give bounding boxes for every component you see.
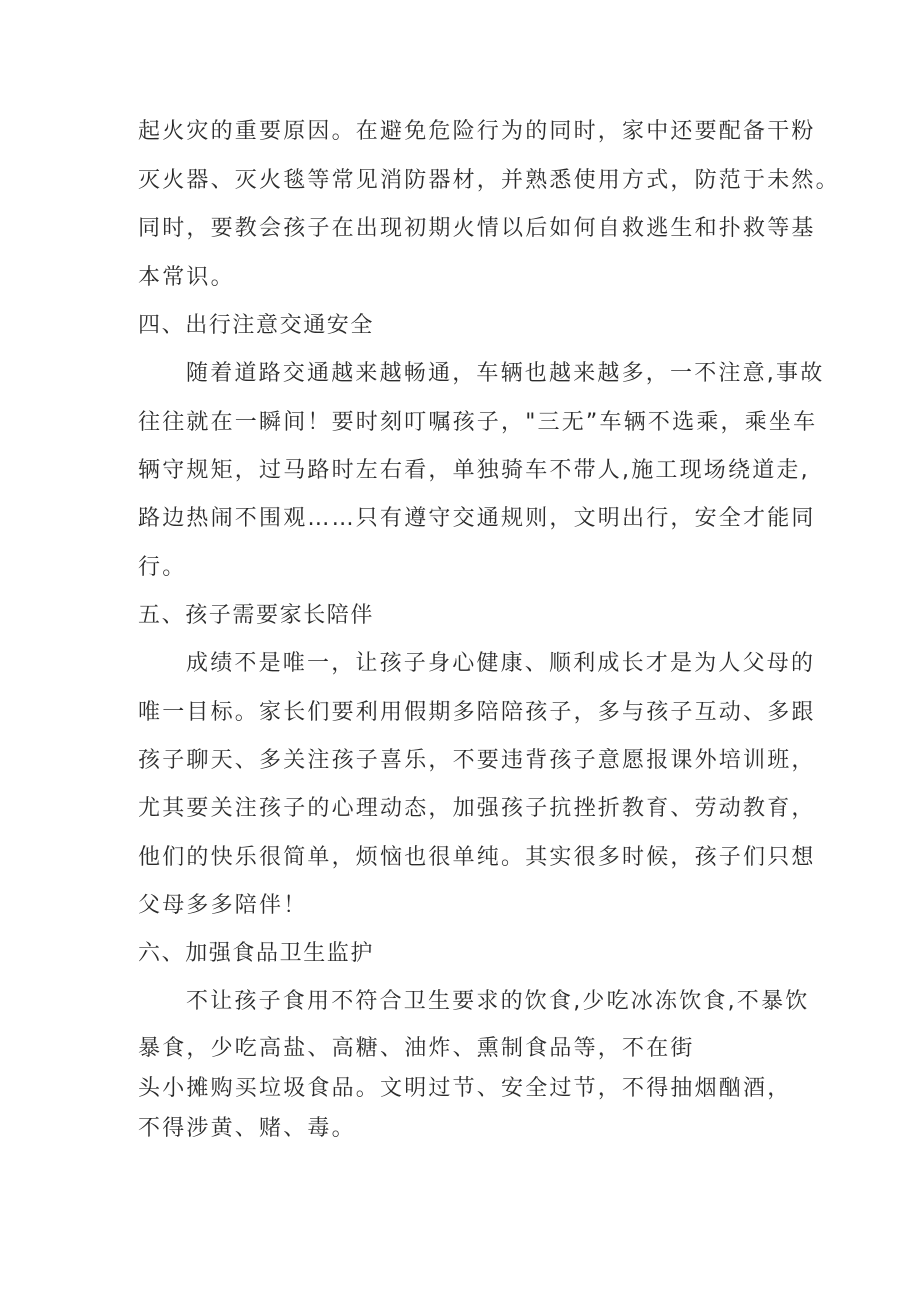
section-heading-traffic-safety: 四、出行注意交通安全 — [138, 313, 375, 338]
paragraph-line: 头小摊购买垃圾食品。文明过节、安全过节，不得抽烟酗酒， — [138, 1076, 792, 1101]
section-heading-parent-companionship: 五、孩子需要家长陪伴 — [138, 603, 375, 628]
paragraph-line: 暴食，少吃高盐、高糖、油炸、熏制食品等，不在街 — [138, 1036, 695, 1061]
paragraph-line: 同时，要教会孩子在出现初期火情以后如何自救逃生和扑救等基 — [138, 216, 816, 241]
paragraph-line: 不让孩子食用不符合卫生要求的饮食,少吃冰冻饮食,不暴饮 — [186, 989, 810, 1014]
paragraph-line: 起火灾的重要原因。在避免危险行为的同时，家中还要配备干粉 — [138, 119, 816, 144]
paragraph-line: 行。 — [138, 555, 187, 580]
paragraph-line: 尤其要关注孩子的心理动态，加强孩子抗挫折教育、劳动教育， — [138, 796, 816, 821]
paragraph-line: 唯一目标。家长们要利用假期多陪陪孩子，多与孩子互动、多跟 — [138, 700, 816, 725]
paragraph-line: 往往就在一瞬间！要时刻叮嘱孩子，"三无”车辆不选乘，乘坐车 — [138, 410, 818, 435]
paragraph-line: 他们的快乐很简单，烦恼也很单纯。其实很多时候，孩子们只想 — [138, 845, 816, 870]
paragraph-line: 不得涉黄、赌、毒。 — [138, 1116, 356, 1141]
section-heading-food-hygiene: 六、加强食品卫生监护 — [138, 941, 375, 966]
paragraph-line: 路边热闹不围观……只有遵守交通规则，文明出行，安全才能同 — [138, 506, 816, 531]
paragraph-line: 随着道路交通越来越畅通，车辆也越来越多，一不注意,事故 — [186, 361, 825, 386]
paragraph-line: 灭火器、灭火毯等常见消防器材，并熟悉使用方式，防范于未然。 — [138, 168, 840, 193]
paragraph-line: 父母多多陪伴！ — [138, 893, 308, 918]
paragraph-line: 孩子聊天、多关注孩子喜乐，不要违背孩子意愿报课外培训班， — [138, 748, 816, 773]
paragraph-line: 本常识。 — [138, 265, 235, 290]
paragraph-line: 辆守规矩，过马路时左右看，单独骑车不带人,施工现场绕道走, — [138, 458, 810, 483]
paragraph-line: 成绩不是唯一，让孩子身心健康、顺利成长才是为人父母的 — [186, 651, 816, 676]
